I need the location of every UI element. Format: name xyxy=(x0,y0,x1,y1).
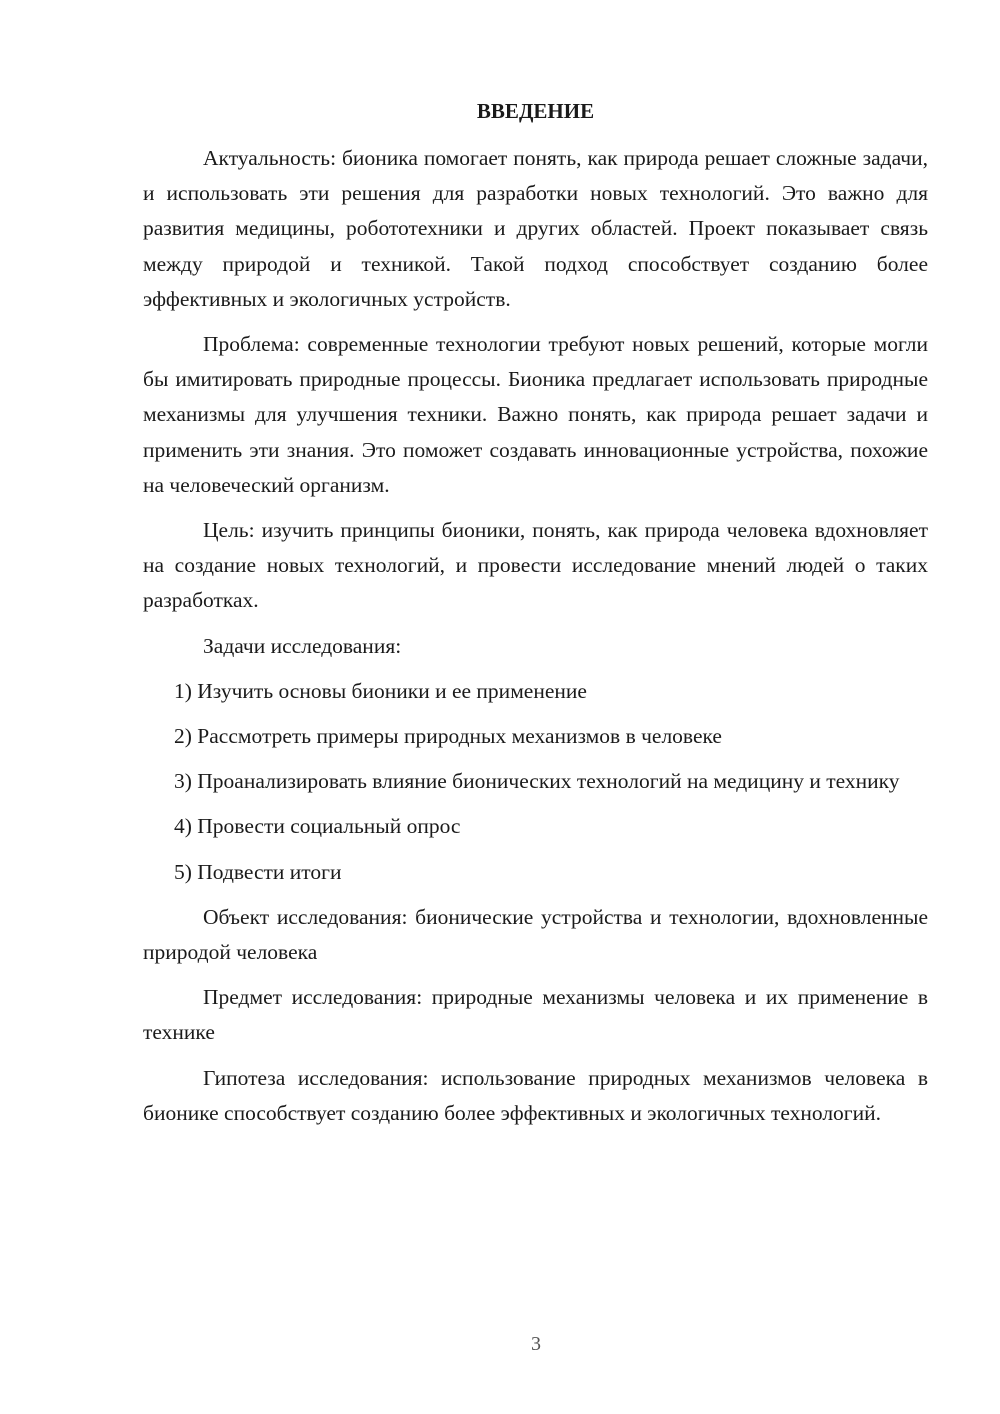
paragraph-hypothesis: Гипотеза исследования: использование природных механизмов человека в бионике способствует созданию более эффективных и экологичных технологий. xyxy=(143,1065,928,1125)
paragraph-relevance: Актуальность: бионика помогает понять, как природа решает сложные задачи, и использовать эти решения для разработки новых технологий. Это важно для развития медицины, робототехники и других областей. Проект показывает связь между природой и техникой. Такой подход способствует созданию более эффективных и экологичных устройств. xyxy=(143,146,928,311)
task-item: 4) Провести социальный опрос xyxy=(174,814,461,839)
page-number: 3 xyxy=(531,1333,541,1355)
paragraph-problem: Проблема: современные технологии требуют новых решений, которые могли бы имитировать природные процессы. Бионика предлагает использовать природные механизмы для улучшения техники. Важно понять, как природа решает задачи и применить эти знания. Это поможет создавать инновационные устройства, похожие на человеческий организм. xyxy=(143,332,928,497)
paragraph-subject: Предмет исследования: природные механизмы человека и их применение в технике xyxy=(143,985,928,1045)
task-item: 1) Изучить основы бионики и ее применение xyxy=(174,678,587,703)
document-page xyxy=(143,95,928,1141)
task-item: 3) Проанализировать влияние бионических технологий на медицину и технику xyxy=(174,769,900,794)
task-item: 2) Рассмотреть примеры природных механизмов в человеке xyxy=(174,724,722,749)
paragraph-object: Объект исследования: бионические устройства и технологии, вдохновленные природой человека xyxy=(143,904,928,965)
tasks-heading: Задачи исследования: xyxy=(203,633,402,658)
section-title: ВВЕДЕНИЕ xyxy=(476,99,595,123)
paragraph-goal: Цель: изучить принципы бионики, понять, как природа человека вдохновляет на создание новых технологий, и провести исследование мнений людей о таких разработках. xyxy=(143,518,928,613)
task-item: 5) Подвести итоги xyxy=(174,859,342,884)
